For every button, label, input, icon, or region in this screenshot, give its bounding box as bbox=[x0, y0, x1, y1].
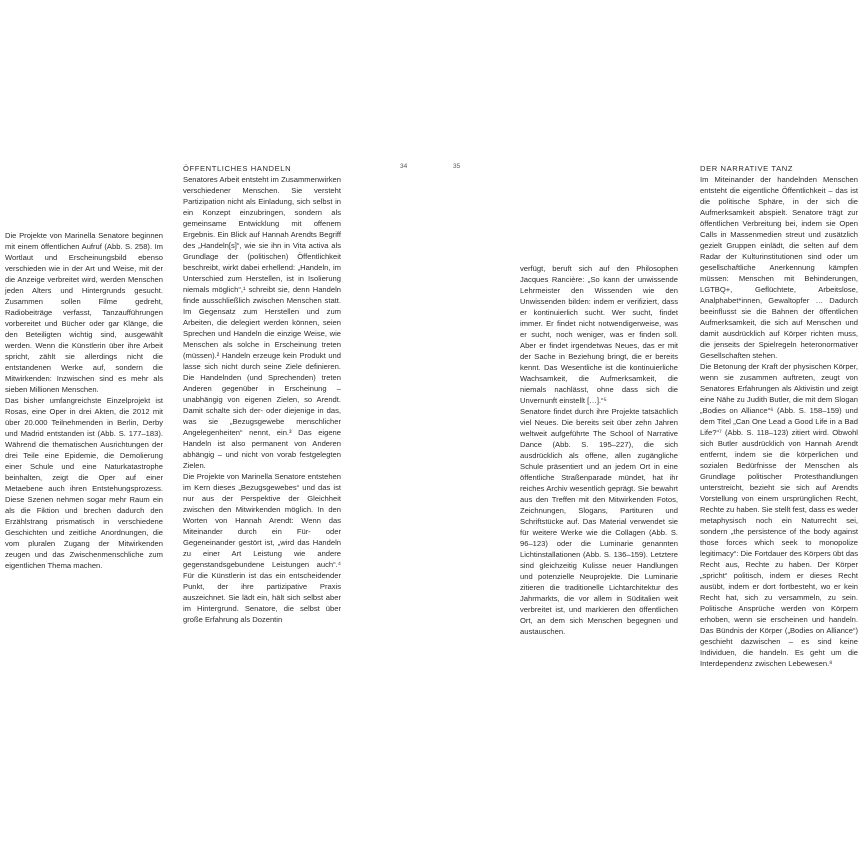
paragraph: Die Projekte von Marinella Senatore entstehen im Kern dieses „Bezugsgewebes“ und das ist nur aus der Perspektive der Gleichheit zwischen den Mitwirkenden möglich. In den Worten von Hannah Arendt: Wenn das Miteinander durch ein Für- oder Gegeneinander gestört ist, „wird das Handeln zu einer Art Leistung wie andere gegenstandsgebundene Leistungen auch“.⁴ Für die Künstlerin ist das ein entscheidender Punkt, der ihre partizipative Praxis auszeichnet. Sie lädt ein, hält sich selbst aber im Hintergrund. Senatore, die selbst über große Erfahrung als Dozentin bbox=[183, 472, 341, 624]
paragraph: Im Miteinander der handelnden Menschen entsteht die eigentliche Öffentlichkeit – das ist die politische Sphäre, in der sich die Aufmerksamkeit abspielt. Senatore trägt zur öffentlichen Verbreitung bei, indem sie Open Calls in Massenmedien streut und zusätzlich gezielt Gruppen einlädt, die selten auf dem Radar der Kulturinstitutionen sind oder um gesellschaftliche Anerkennung kämpfen müssen: Menschen mit Behinderungen, LGTBQ+, Geflüchtete, Arbeitslose, Analphabet*innen, Gewaltopfer … Dadurch beeinflusst sie die Bahnen der öffentlichen Aufmerksamkeit, die sich auf Menschen und damit ausdrücklich auf Körper richten muss, die jenseits der Spielregeln heteronormativer Gesellschaften stehen. bbox=[700, 175, 858, 360]
paragraph: Die Projekte von Marinella Senatore beginnen mit einem öffentlichen Aufruf (Abb. S. 258). Im Wortlaut und Erscheinungsbild ebenso verschieden wie in der Art und Weise, mit der die Anzeige verbreitet wird, werden Menschen jeden Alters und Hintergrunds gesucht. Zusammen sollen Filme gedreht, Radiobeiträge verfasst, Tanzaufführungen vorbereitet und Bücher oder gar Klänge, die den Beteiligten wichtig sind, ausgewählt werden. Wenn die Künstlerin über ihre Arbeit spricht, zählt sie allerdings nicht die entstandenen Werke auf, sondern die Mitwirkenden: Inzwischen sind es mehr als sieben Millionen Menschen. bbox=[5, 231, 163, 394]
text-column-3 bbox=[520, 263, 678, 637]
section-heading: ÖFFENTLICHES HANDELN bbox=[183, 164, 292, 173]
paragraph: Die Betonung der Kraft der physischen Körper, wenn sie zusammen auftreten, zeugt von Senatores Erfahrungen als Aktivistin und zeigt eine Nähe zu Judith Butler, die mit dem Slogan „Bodies on Alliance“⁶ (Abb. S. 158–159) und dem Titel „Can One Lead a Good Life in a Bad Life?“⁷ (Abb. S. 118–123) zitiert wird. Obwohl sich Butler ausdrücklich von Hannah Arendt entfernt, indem sie die körperlichen und sozialen Bedürfnisse der Menschen als Grundlage politischer Protesthandlungen unterstreicht, bezieht sie sich auf Arendts Vorstellung von einem ursprünglichen Recht, Rechte zu haben. Sie stellt fest, dass es weder metaphysisch noch ein Naturrecht sei, sondern „the persistence of the body against those forces which seek to monopolize legitimacy“: Die Fortdauer des Körpers übt das Recht aus, Rechte zu haben. Der Körper „spricht“ politisch, indem er dieses Recht ausübt, indem er dort fortbesteht, wo er kein Recht hat, sich zu versammeln, zu sein. Politische Ansprüche werden von Körpern erhoben, wenn sie erscheinen und handeln. Das Bündnis der Körper („Bodies on Alliance“) geschieht dazwischen – es sind keine Individuen, die handeln. Es geht um die Interdependenz zwischen Lebewesen.⁸ bbox=[700, 362, 858, 668]
section-heading: DER NARRATIVE TANZ bbox=[700, 164, 794, 173]
paragraph: Senatores Arbeit entsteht im Zusammenwirken verschiedener Menschen. Sie versteht Partizipation nicht als Einladung, sich selbst in ein Konzept einzubringen, sondern als gemeinsame Entwicklung mit offenem Ergebnis. Ein Blick auf Hannah Arendts Begriff des „Handeln[s]“, wie sie ihn in Vita activa als Grundlage der (politischen) Öffentlichkeit beschreibt, wirkt dabei erhellend: „Handeln, im Unterschied zum Herstellen, ist in Isolierung niemals möglich“,¹ schreibt sie, denn Handeln finde ausschließlich zwischen Menschen statt. Im Gegensatz zum Herstellen und zum Arbeiten, die delegiert werden können, seien Sprechen und Handeln die einzige Weise, wie Menschen als solche in Erscheinung treten (müssen).² Handeln erzeuge kein Produkt und lasse sich nicht durch seine Ziele definieren. Die Handelnden (und Sprechenden) treten Anderen gegenüber in Erscheinung – unabhängig von eigenen Zielen, so Arendt. Damit schalte sich der- oder diejenige in das, was sie „Bezugsgewebe menschlicher Angelegenheiten“ nennt, ein.³ Das eigene Handeln ist also permanent von Anderen abhängig – und nicht von vorab festgelegten Zielen. bbox=[183, 175, 341, 470]
text-column-2 bbox=[183, 163, 341, 625]
page-number-left: 34 bbox=[400, 163, 408, 170]
paragraph: verfügt, beruft sich auf den Philosophen Jacques Rancière: „So kann der unwissende Lehrmeister den Wissenden wie den Unwissenden bilden: indem er verifiziert, dass er kontinuierlich sucht. Wer sucht, findet immer. Er findet nicht notwendigerweise, was er sucht, noch weniger, was er finden soll. Aber er findet irgendetwas Neues, das er mit der Sache in Beziehung bringt, die er bereits kennt. Das Wesentliche ist die kontinuierliche Wachsamkeit, die Aufmerksamkeit, die niemals nachlässt, ohne dass sich die Unvernunft einstellt […].“⁵ bbox=[520, 264, 678, 405]
paragraph: Das bisher umfangreichste Einzelprojekt ist Rosas, eine Oper in drei Akten, die 2012 mit über 20.000 Teilnehmenden in Berlin, Derby und Madrid entstanden ist (Abb. S. 177–183). Während die thematischen Ausrichtungen der drei Teile eine Epidemie, die Demolierung einer Schule und eine Naturkatastrophe beinhalten, zeigt die Oper auf einer Metaebene auch ihren Entstehungsprozess. Diese Szenen nehmen sogar mehr Raum ein als die Fiktion und brechen dadurch den Erzählstrang prismatisch in verschiedene Geschichten und zeitliche Anordnungen, die vom pluralen Zugang der Mitwirkenden zeugen und das Zwischenmenschliche zum eigentlichen Thema machen. bbox=[5, 396, 163, 570]
paragraph: Senatore findet durch ihre Projekte tatsächlich viel Neues. Die bereits seit über zehn Jahren weltweit aufgeführte The School of Narrative Dance (Abb. S. 195–227), die sich ausdrücklich als offene, allen zugängliche Schule präsentiert und an jedem Ort in eine öffentliche Straßenparade mündet, hat ihr reiches Archiv wesentlich geprägt. Sie bewahrt aus den Treffen mit den Mitwirkenden Fotos, Zeichnungen, Slogans, Partituren und Schriftstücke auf. Das Material verwendet sie für weitere Werke wie die Collagen (Abb. S. 96–123) oder die Luminarie genannten Lichtinstallationen (Abb. S. 136–159). Letztere sind gleichzeitig Kulisse neuer Handlungen und potenzielle Neuprojekte. Die Luminarie zitieren die traditionelle Lichtarchitektur des Jahrmarkts, die vor allem in Süditalien weit verbreitet ist, und markieren den öffentlichen Ort, an dem sich Menschen begegnen und austauschen. bbox=[520, 407, 678, 636]
page-number-right: 35 bbox=[453, 163, 461, 170]
text-column-4 bbox=[700, 163, 858, 669]
text-column-1 bbox=[5, 230, 163, 571]
